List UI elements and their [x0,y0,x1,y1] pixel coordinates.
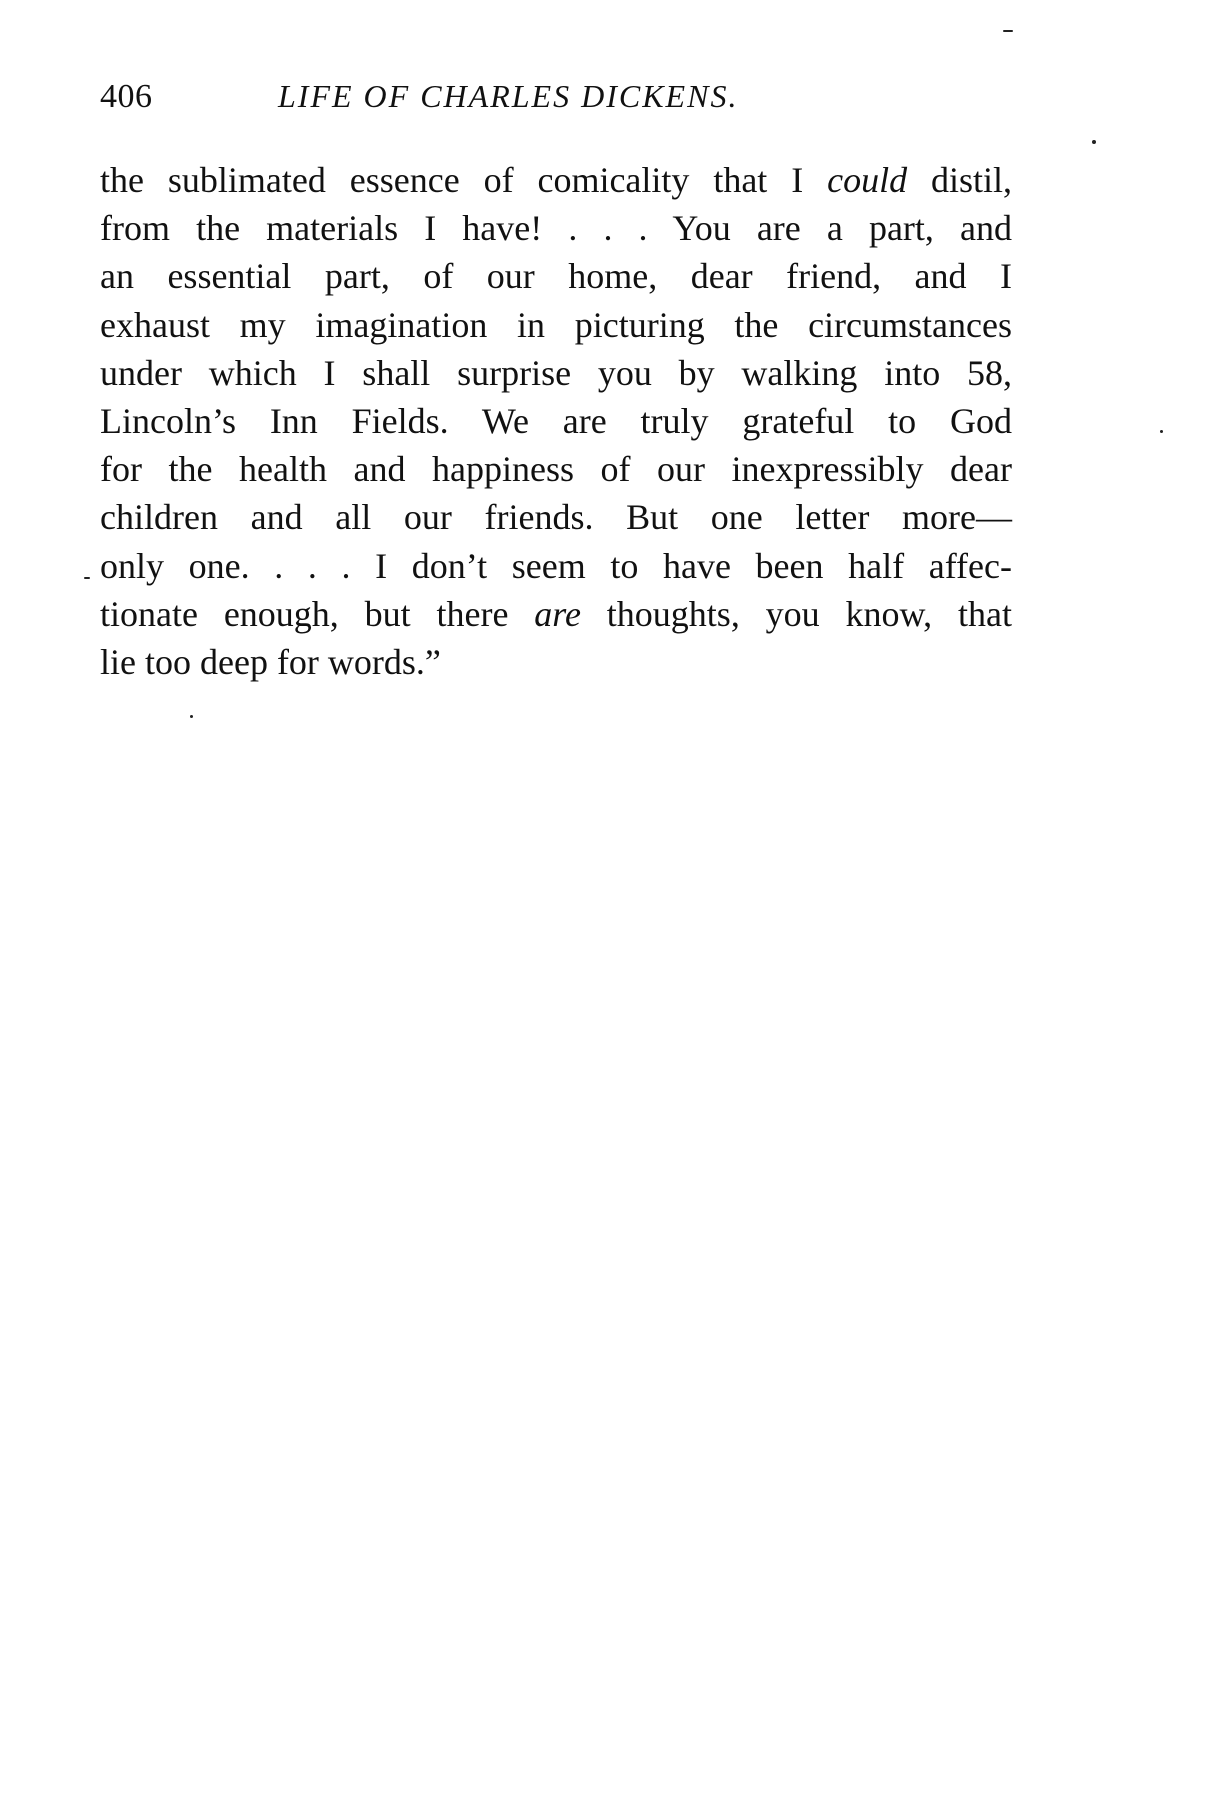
scan-speck [1003,30,1013,32]
text-line: lie too deep for words.” [100,641,441,682]
body-paragraph [100,156,1012,686]
scan-speck [84,577,90,579]
text-line: under which I shall surprise you by walking into 58, [100,352,1012,393]
text-line: an essential part, of our home, dear friend, and I [100,256,1012,297]
scan-speck [1092,140,1096,144]
running-title: LIFE OF CHARLES DICKENS. [278,78,739,114]
text-line: for the health and happiness of our inexpressibly dear [100,449,1012,490]
scan-speck [1160,430,1163,433]
page-number: 406 [100,78,153,115]
text-line: only one. . . . I don’t seem to have been half affec- [100,545,1012,586]
text-line: tionate enough, but there are thoughts, you know, that [100,593,1013,634]
text-line: Lincoln’s Inn Fields. We are truly grateful to God [100,400,1012,441]
text-line: the sublimated essence of comicality that I could distil, [100,160,1012,200]
text-line: from the materials I have! . . . You are a part, and [100,208,1012,249]
scan-speck [190,715,193,718]
text-line: children and all our friends. But one letter more— [100,497,1012,538]
text-line: exhaust my imagination in picturing the circumstances [100,304,1012,345]
page-header [100,78,1000,128]
